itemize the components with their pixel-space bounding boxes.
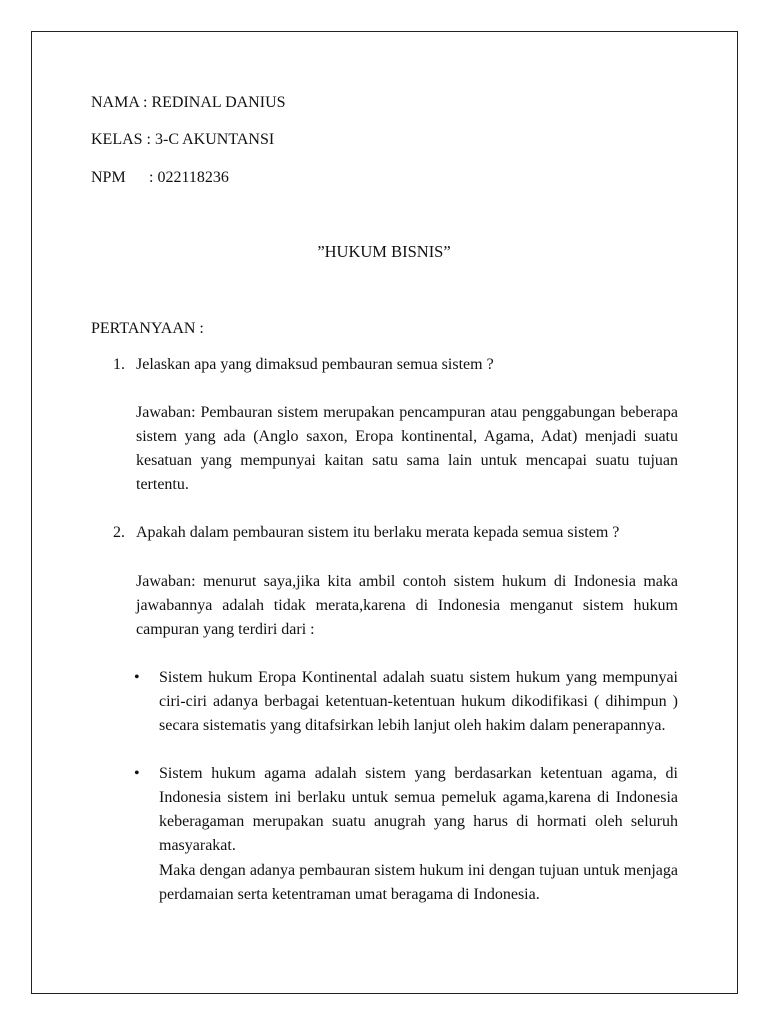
answer-paragraph: Jawaban: Pembauran sistem merupakan pencampuran atau penggabungan beberapa sistem yang ada (Anglo saxon, Eropa kontinental, Agama, Adat) menjadi suatu kesatuan yang mempunyai kaitan satu sama lain untuk mencapai suatu tujuan tertentu.	[136, 404, 678, 493]
question-number: 1.	[113, 356, 125, 373]
document-title: ”HUKUM BISNIS”	[317, 242, 451, 261]
student-npm-label: NPM	[91, 169, 126, 186]
student-npm-value: : 022118236	[149, 169, 229, 186]
bullet-icon: •	[134, 669, 140, 686]
question-text: Jelaskan apa yang dimaksud pembauran semua sistem ?	[136, 356, 494, 373]
question-text: Apakah dalam pembauran sistem itu berlaku merata kepada semua sistem ?	[136, 524, 620, 541]
student-class: KELAS : 3-C AKUNTANSI	[91, 131, 275, 148]
bullet-item: Sistem hukum agama adalah sistem yang berdasarkan ketentuan agama, di Indonesia sistem ini berlaku untuk semua pemeluk agama,karena di Indonesia keberagaman merupakan suatu anugrah yang harus di hormati oleh seluruh masyarakat.	[159, 765, 678, 854]
closing-paragraph: Maka dengan adanya pembauran sistem hukum ini dengan tujuan untuk menjaga perdamaian serta ketentraman umat beragama di Indonesia.	[159, 862, 678, 903]
bullet-item: Sistem hukum Eropa Kontinental adalah suatu sistem hukum yang mempunyai ciri-ciri adanya berbagai ketentuan-ketentuan hukum dikodifikasi ( dihimpun ) secara sistematis yang ditafsirkan lebih lanjut oleh hakim dalam penerapannya.	[159, 669, 678, 734]
answer-paragraph: Jawaban: menurut saya,jika kita ambil contoh sistem hukum di Indonesia maka jawabannya adalah tidak merata,karena di Indonesia menganut sistem hukum campuran yang terdiri dari :	[136, 573, 678, 638]
student-name: NAMA : REDINAL DANIUS	[91, 94, 286, 111]
bullet-icon: •	[134, 765, 140, 782]
section-label: PERTANYAAN :	[91, 320, 204, 337]
question-number: 2.	[113, 524, 125, 541]
